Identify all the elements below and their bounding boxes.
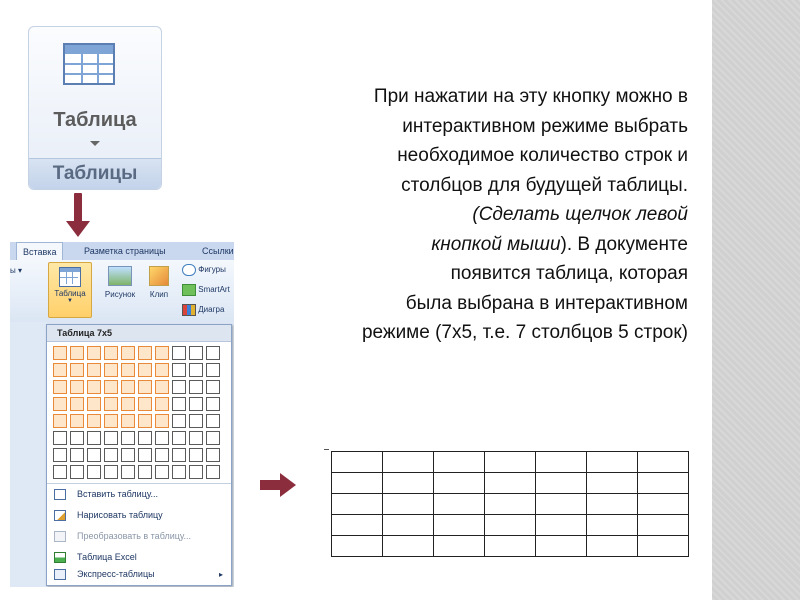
grid-cell[interactable] [172, 431, 186, 445]
grid-cell[interactable] [206, 414, 220, 428]
table-row [332, 494, 689, 515]
table-cell [434, 473, 485, 494]
grid-cell[interactable] [121, 465, 135, 479]
grid-cell[interactable] [206, 380, 220, 394]
grid-cell[interactable] [104, 448, 118, 462]
chart-button[interactable] [182, 304, 224, 316]
table-cell [332, 536, 383, 557]
grid-cell[interactable] [172, 346, 186, 360]
grid-cell[interactable] [189, 346, 203, 360]
grid-cell[interactable] [87, 397, 101, 411]
grid-cell[interactable] [53, 363, 67, 377]
smartart-button[interactable] [182, 284, 230, 296]
result-table [331, 451, 689, 557]
ribbon-tabs [10, 242, 234, 260]
grid-cell[interactable] [138, 431, 152, 445]
table-cell [332, 515, 383, 536]
table-cell [638, 452, 689, 473]
decorative-side-stripe [712, 0, 800, 600]
grid-cell[interactable] [53, 380, 67, 394]
menu-item-label: Экспресс-таблицы [77, 569, 155, 579]
table-cell [587, 515, 638, 536]
grid-cell[interactable] [53, 414, 67, 428]
grid-cell[interactable] [121, 346, 135, 360]
menu-item-draw-table[interactable] [47, 506, 231, 525]
grid-cell[interactable] [189, 380, 203, 394]
table-cell [332, 452, 383, 473]
text-line: интерактивном режиме выбрать [402, 115, 688, 137]
grid-cell[interactable] [121, 431, 135, 445]
grid-cell[interactable] [206, 397, 220, 411]
table-cell [332, 473, 383, 494]
grid-cell[interactable] [121, 448, 135, 462]
grid-cell[interactable] [138, 414, 152, 428]
grid-cell[interactable] [104, 397, 118, 411]
grid-cell[interactable] [138, 465, 152, 479]
grid-cell[interactable] [70, 431, 84, 445]
grid-cell[interactable] [155, 431, 169, 445]
tab-page-layout[interactable]: Разметка страницы [84, 246, 166, 256]
table-cell [434, 452, 485, 473]
grid-cell[interactable] [53, 448, 67, 462]
table-button[interactable] [48, 262, 92, 318]
grid-cell[interactable] [104, 363, 118, 377]
menu-item-label: Таблица Excel [77, 552, 137, 562]
table-cell [383, 473, 434, 494]
table-cell [638, 494, 689, 515]
grid-cell[interactable] [70, 397, 84, 411]
grid-cell[interactable] [206, 363, 220, 377]
grid-cell[interactable] [138, 448, 152, 462]
draw-table-icon [54, 510, 66, 521]
grid-cell[interactable] [104, 431, 118, 445]
table-cell [485, 473, 536, 494]
grid-cell[interactable] [53, 397, 67, 411]
clip-icon [149, 266, 169, 286]
table-icon [59, 267, 81, 287]
grid-cell[interactable] [70, 363, 84, 377]
grid-cell[interactable] [206, 431, 220, 445]
menu-item-insert-table[interactable] [47, 485, 231, 504]
text-line: появится таблица, которая [450, 263, 688, 284]
table-cell [485, 515, 536, 536]
shapes-button[interactable] [182, 264, 226, 276]
table-cell [485, 536, 536, 557]
text-line-mixed [232, 230, 688, 260]
smartart-icon [182, 284, 196, 296]
menu-item-label: Преобразовать в таблицу... [77, 531, 191, 541]
grid-cell[interactable] [121, 363, 135, 377]
chart-icon [182, 304, 196, 316]
table-button-label: Таблица [53, 109, 137, 131]
picture-button-label: Рисунок [104, 290, 136, 299]
grid-cell[interactable] [87, 465, 101, 479]
grid-cell[interactable] [138, 363, 152, 377]
grid-cell[interactable] [87, 380, 101, 394]
grid-cell[interactable] [155, 448, 169, 462]
text-line: необходимое количество строк и [397, 145, 688, 166]
table-cell [536, 452, 587, 473]
grid-cell[interactable] [87, 414, 101, 428]
table-ribbon-button-zoomed[interactable] [28, 26, 162, 190]
table-cell [638, 515, 689, 536]
grid-cell[interactable] [172, 448, 186, 462]
table-cell [536, 473, 587, 494]
arrow-down-icon [66, 193, 90, 239]
grid-cell[interactable] [155, 380, 169, 394]
grid-cell[interactable] [189, 465, 203, 479]
grid-cell[interactable] [87, 363, 101, 377]
table-cell [638, 536, 689, 557]
table-cell [536, 494, 587, 515]
clip-button-label: Клип [149, 290, 169, 299]
chevron-down-icon: ▼ [67, 298, 73, 304]
text-line: столбцов для будущей таблицы. [401, 174, 688, 196]
tab-insert[interactable]: Вставка [16, 242, 63, 260]
table-cell [434, 536, 485, 557]
table-cell [383, 536, 434, 557]
grid-cell[interactable] [53, 431, 67, 445]
smartart-label: SmartArt [198, 285, 230, 295]
table-row [332, 536, 689, 557]
grid-cell[interactable] [121, 397, 135, 411]
table-cell [434, 515, 485, 536]
grid-cell[interactable] [155, 465, 169, 479]
shapes-label: Фигуры [198, 265, 226, 275]
grid-cell[interactable] [87, 448, 101, 462]
excel-table-icon [54, 552, 66, 563]
table-row [332, 515, 689, 536]
grid-cell[interactable] [189, 397, 203, 411]
grid-cell[interactable] [104, 414, 118, 428]
menu-item-label: Нарисовать таблицу [77, 510, 163, 520]
grid-cell[interactable] [189, 431, 203, 445]
table-cell [383, 494, 434, 515]
grid-cell[interactable] [138, 397, 152, 411]
partial-dropdown[interactable]: ы ▾ [10, 266, 22, 275]
grid-cell[interactable] [189, 363, 203, 377]
grid-cell[interactable] [70, 414, 84, 428]
grid-cell[interactable] [155, 363, 169, 377]
picture-button[interactable] [100, 266, 140, 299]
text-line: При нажатии на эту кнопку можно в [373, 86, 688, 107]
grid-cell[interactable] [189, 448, 203, 462]
text-line: была выбрана в интерактивном [405, 292, 688, 314]
grid-cell[interactable] [172, 414, 186, 428]
table-cell [536, 536, 587, 557]
ribbon-body [10, 260, 234, 322]
grid-cell[interactable] [53, 465, 67, 479]
shapes-icon [182, 264, 196, 276]
table-cell [587, 536, 638, 557]
italic-fragment: кнопкой мыши [431, 233, 561, 255]
table-row [332, 473, 689, 494]
grid-cell[interactable] [70, 346, 84, 360]
insert-table-dropdown [46, 324, 232, 586]
grid-cell[interactable] [138, 380, 152, 394]
table-cell [485, 452, 536, 473]
grid-cell[interactable] [206, 346, 220, 360]
grid-cell[interactable] [104, 380, 118, 394]
quick-tables-icon [54, 569, 66, 580]
grid-cell[interactable] [70, 380, 84, 394]
grid-cell[interactable] [172, 363, 186, 377]
explanation-text [232, 82, 688, 348]
table-cell [536, 515, 587, 536]
grid-cell[interactable] [206, 448, 220, 462]
grid-cell[interactable] [155, 346, 169, 360]
table-row [332, 452, 689, 473]
grid-cell[interactable] [206, 465, 220, 479]
chart-label: Диагра [198, 305, 225, 315]
chevron-down-icon [90, 141, 100, 146]
text-line-italic: (Сделать щелчок левой [472, 204, 688, 225]
grid-cell[interactable] [172, 465, 186, 479]
grid-cell[interactable] [70, 448, 84, 462]
text-line: режиме (7х5, т.е. 7 столбцов 5 строк) [361, 322, 688, 343]
picture-icon [108, 266, 132, 286]
grid-cell[interactable] [155, 397, 169, 411]
tables-group-label: Таблицы [29, 158, 161, 189]
table-button-label: Таблица [54, 289, 86, 298]
table-anchor-mark [324, 449, 329, 450]
text-fragment: ). В документе [560, 233, 688, 255]
clip-button[interactable] [146, 266, 172, 299]
grid-cell[interactable] [104, 465, 118, 479]
ribbon-screenshot [10, 242, 234, 587]
grid-cell[interactable] [70, 465, 84, 479]
table-cell [587, 452, 638, 473]
grid-cell[interactable] [121, 414, 135, 428]
grid-cell[interactable] [138, 346, 152, 360]
submenu-arrow-icon: ▸ [218, 570, 223, 579]
dropdown-title: Таблица 7x5 [47, 325, 231, 342]
grid-cell[interactable] [53, 346, 67, 360]
table-cell [638, 473, 689, 494]
table-cell [383, 452, 434, 473]
table-cell [485, 494, 536, 515]
grid-cell[interactable] [104, 346, 118, 360]
convert-table-icon [54, 531, 66, 542]
tab-references[interactable]: Ссылки [202, 246, 234, 256]
grid-cell[interactable] [87, 346, 101, 360]
menu-item-label: Вставить таблицу... [77, 489, 158, 499]
menu-item-quick-tables[interactable] [47, 565, 231, 584]
grid-cell[interactable] [121, 380, 135, 394]
table-cell [587, 494, 638, 515]
table-cell [383, 515, 434, 536]
table-cell [434, 494, 485, 515]
menu-item-convert-table [47, 527, 231, 546]
grid-cell[interactable] [172, 397, 186, 411]
table-cell [587, 473, 638, 494]
grid-cell[interactable] [87, 431, 101, 445]
grid-cell[interactable] [155, 414, 169, 428]
table-cell [332, 494, 383, 515]
insert-table-icon [54, 489, 66, 500]
table-icon [63, 43, 115, 85]
grid-cell[interactable] [189, 414, 203, 428]
grid-cell[interactable] [172, 380, 186, 394]
arrow-right-icon [260, 473, 296, 497]
